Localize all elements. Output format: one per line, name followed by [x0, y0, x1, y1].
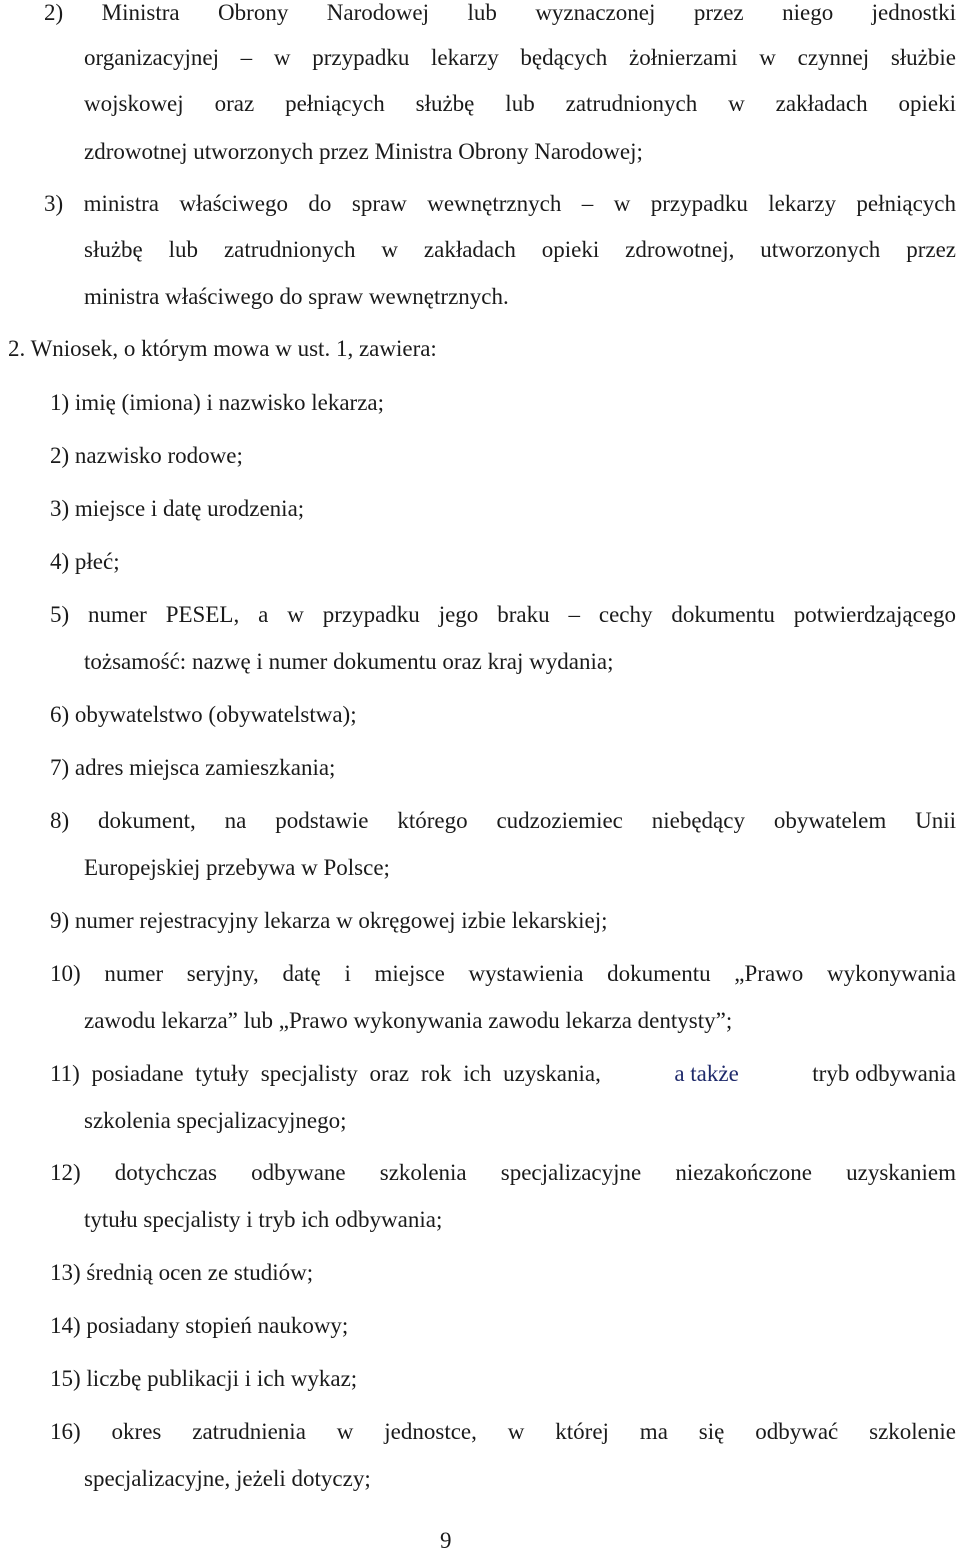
- list-item: 9) numer rejestracyjny lekarza w okręgowej izbie lekarskiej;: [50, 908, 608, 933]
- list-item: [50, 1059, 956, 1089]
- text-line: zawodu lekarza” lub „Prawo wykonywania zawodu lekarza dentysty”;: [84, 1008, 733, 1033]
- list-item: 10) numer seryjny, datę i miejsce wystawienia dokumentu „Prawo wykonywania: [50, 961, 956, 986]
- text-segment: 11) posiadane tytuły specjalisty oraz rok ich uzyskania,: [50, 1061, 601, 1086]
- text-line: 2) Ministra Obrony Narodowej lub wyznaczonej przez niego jednostki: [44, 0, 956, 25]
- text-line: wojskowej oraz pełniących służbę lub zatrudnionych w zakładach opieki: [84, 91, 956, 116]
- list-item: 3) miejsce i datę urodzenia;: [50, 496, 305, 521]
- text-line: 3) ministra właściwego do spraw wewnętrznych – w przypadku lekarzy pełniących: [44, 191, 956, 216]
- text-segment: tryb odbywania: [812, 1061, 956, 1086]
- text-line: tytułu specjalisty i tryb ich odbywania;: [84, 1207, 443, 1232]
- list-item: 5) numer PESEL, a w przypadku jego braku – cechy dokumentu potwierdzającego: [50, 602, 956, 627]
- list-item: 6) obywatelstwo (obywatelstwa);: [50, 702, 357, 727]
- text-line: Europejskiej przebywa w Polsce;: [84, 855, 390, 880]
- highlighted-text: a także: [674, 1061, 739, 1086]
- list-item: 7) adres miejsca zamieszkania;: [50, 755, 336, 780]
- text-line: szkolenia specjalizacyjnego;: [84, 1108, 347, 1133]
- list-item: 1) imię (imiona) i nazwisko lekarza;: [50, 390, 385, 415]
- list-item: 13) średnią ocen ze studiów;: [50, 1260, 314, 1285]
- text-line: organizacyjnej – w przypadku lekarzy będących żołnierzami w czynnej służbie: [84, 45, 956, 70]
- page-number: 9: [440, 1528, 452, 1553]
- text-line: zdrowotnej utworzonych przez Ministra Obrony Narodowej;: [84, 139, 643, 164]
- section-heading: 2. Wniosek, o którym mowa w ust. 1, zawiera:: [8, 336, 437, 361]
- list-item: 14) posiadany stopień naukowy;: [50, 1313, 349, 1338]
- list-item: 4) płeć;: [50, 549, 120, 574]
- text-line: ministra właściwego do spraw wewnętrznych.: [84, 284, 509, 309]
- list-item: 16) okres zatrudnienia w jednostce, w której ma się odbywać szkolenie: [50, 1419, 956, 1444]
- text-line: tożsamość: nazwę i numer dokumentu oraz kraj wydania;: [84, 649, 614, 674]
- list-item: 15) liczbę publikacji i ich wykaz;: [50, 1366, 358, 1391]
- list-item: 2) nazwisko rodowe;: [50, 443, 243, 468]
- text-line: służbę lub zatrudnionych w zakładach opieki zdrowotnej, utworzonych przez: [84, 237, 956, 262]
- list-item: 12) dotychczas odbywane szkolenia specjalizacyjne niezakończone uzyskaniem: [50, 1160, 956, 1185]
- list-item: 8) dokument, na podstawie którego cudzoziemiec niebędący obywatelem Unii: [50, 808, 956, 833]
- text-line: specjalizacyjne, jeżeli dotyczy;: [84, 1466, 371, 1491]
